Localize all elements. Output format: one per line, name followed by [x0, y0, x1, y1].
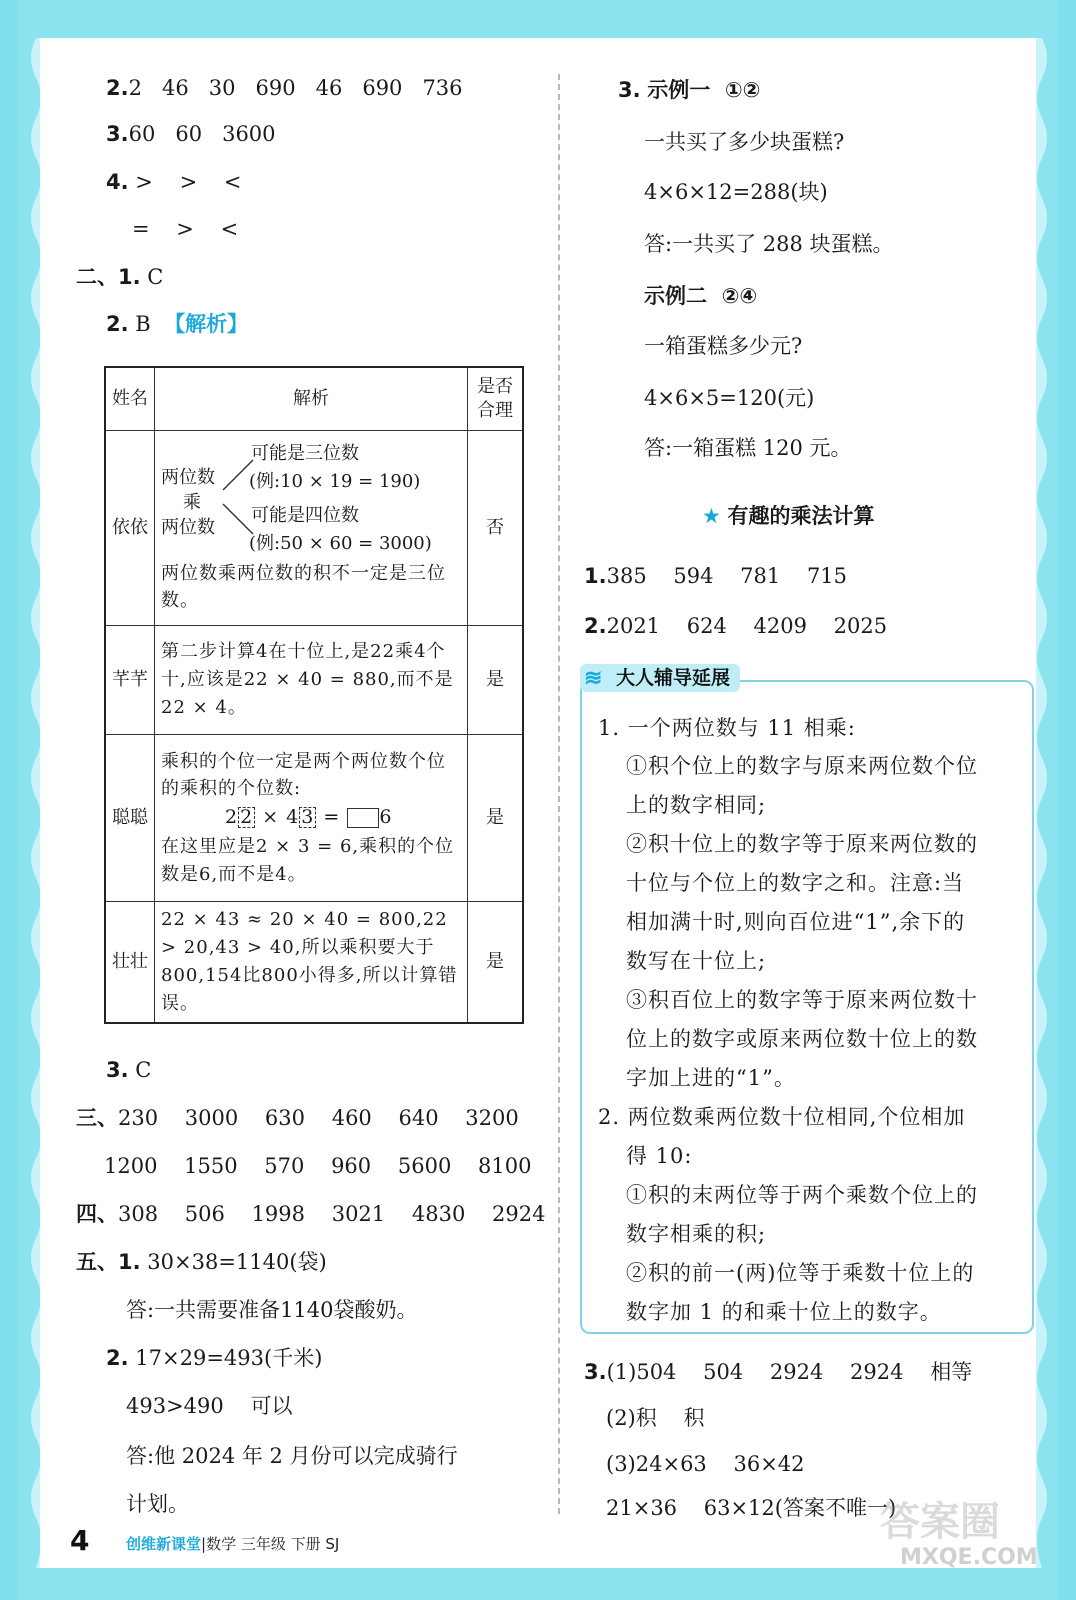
star-icon: ★ — [702, 504, 721, 528]
reasonable-value: 是 — [468, 902, 524, 1024]
callout-line: 相加满十时,则向百位进“1”,余下的 — [626, 910, 966, 934]
analysis-table — [104, 366, 524, 1024]
section-heading: ★ 有趣的乘法计算 — [702, 504, 875, 528]
callout-line: 1. 一个两位数与 11 相乘: — [598, 716, 856, 740]
answer-line: 3.(1)504 504 2924 2924 相等 — [584, 1360, 973, 1384]
table-header-row — [105, 367, 523, 431]
watermark-url: MXQE.COM — [900, 1545, 1038, 1570]
answer-line: = > < — [132, 217, 239, 241]
answer-line: 一箱蛋糕多少元? — [644, 334, 803, 358]
callout-line: 数字加 1 的和乘十位上的数字。 — [626, 1300, 942, 1324]
branch-example: (例:50 × 60 = 3000) — [249, 533, 432, 554]
analysis-text: 第二步计算4在十位上,是22乘4个十,应该是22 × 40 = 880,而不是22 × 4。 — [155, 626, 468, 735]
answer-line: 答:一共需要准备1140袋酸奶。 — [126, 1298, 418, 1322]
wave-icon: ≋ — [584, 665, 603, 691]
answer-line: 答:一箱蛋糕 120 元。 — [644, 436, 852, 460]
callout-line: 上的数字相同; — [626, 793, 767, 817]
callout-line: 数写在十位上; — [626, 949, 767, 973]
reasonable-value: 否 — [468, 431, 524, 626]
callout-line: 位上的数字或原来两位数十位上的数 — [626, 1027, 978, 1051]
analysis-cell — [155, 735, 468, 902]
callout-title: 大人辅导延展 — [580, 664, 740, 692]
answer-line: 3. 示例一 ①② — [618, 78, 761, 102]
answer-line: 答:他 2024 年 2 月份可以完成骑行 — [126, 1444, 458, 1468]
answer-line: 2.2 46 30 690 46 690 736 — [106, 76, 463, 100]
analysis-text: 在这里应是2 × 3 = 6,乘积的个位数是6,而不是4。 — [161, 835, 455, 885]
student-name: 壮壮 — [105, 902, 155, 1024]
student-name: 芊芊 — [105, 626, 155, 735]
callout-line: 2. 两位数乘两位数十位相同,个位相加 — [598, 1105, 966, 1129]
reasonable-value: 是 — [468, 735, 524, 902]
blank-box — [347, 808, 379, 828]
answer-line: 四、308 506 1998 3021 4830 2924 — [76, 1202, 546, 1226]
multiplication-expression: 2 2 × 4 3 = 6 — [225, 806, 393, 829]
header-analysis: 解析 — [155, 367, 468, 431]
answer-line: 493>490 可以 — [126, 1394, 293, 1418]
answer-line: 五、1. 30×38=1140(袋) — [76, 1250, 327, 1274]
table-row — [105, 902, 523, 1024]
branch-example: (例:10 × 19 = 190) — [249, 471, 421, 492]
answer-line: 21×36 63×12(答案不唯一) — [606, 1496, 897, 1520]
analysis-text: 两位数乘两位数的积不一定是三位数。 — [161, 563, 446, 611]
table-row — [105, 735, 523, 902]
answer-line: 示例二 ②④ — [644, 284, 758, 308]
answer-line: 4. > > < — [106, 170, 242, 194]
callout-line: 字加上进的“1”。 — [626, 1066, 796, 1090]
callout-line: ②积十位上的数字等于原来两位数的 — [626, 832, 978, 856]
answer-line: 计划。 — [126, 1492, 189, 1516]
answer-line: 三、230 3000 630 460 640 3200 — [76, 1106, 519, 1130]
answer-line: 4×6×12=288(块) — [644, 180, 828, 204]
analysis-cell — [155, 431, 468, 626]
table-row — [105, 626, 523, 735]
student-name: 依依 — [105, 431, 155, 626]
answer-line: 2. B 【解析】 — [106, 312, 249, 336]
callout-line: 十位与个位上的数字之和。注意:当 — [626, 871, 965, 895]
page-number: 4 — [70, 1524, 90, 1557]
analysis-text: 乘积的个位一定是两个两位数个位的乘积的个位数: — [161, 750, 446, 800]
callout-line: ②积的前一(两)位等于乘数十位上的 — [626, 1261, 975, 1285]
answer-line: 2.2021 624 4209 2025 — [584, 614, 888, 638]
column-divider — [558, 74, 560, 1514]
answer-line: 一共买了多少块蛋糕? — [644, 130, 845, 154]
answer-line: 3.60 60 3600 — [106, 122, 276, 146]
header-reasonable: 是否 合理 — [468, 367, 524, 431]
two-digit-label: 两位数 — [161, 517, 215, 538]
two-digit-label: 两位数 — [161, 467, 215, 488]
callout-line: ①积个位上的数字与原来两位数个位 — [626, 754, 978, 778]
watermark-logo: 答案圈 — [880, 1499, 1000, 1545]
table-row — [105, 431, 523, 626]
analysis-text: 22 × 43 ≈ 20 × 40 = 800,22 > 20,43 > 40,所以乘积要大于800,154比800小得多,所以计算错误。 — [155, 902, 468, 1024]
answer-line: 4×6×5=120(元) — [644, 386, 815, 410]
answer-line: 1.385 594 781 715 — [584, 564, 848, 588]
student-name: 聪聪 — [105, 735, 155, 902]
answer-line: 1200 1550 570 960 5600 8100 — [104, 1154, 532, 1178]
callout-line: 数字相乘的积; — [626, 1222, 767, 1246]
reasonable-value: 是 — [468, 626, 524, 735]
answer-line: 答:一共买了 288 块蛋糕。 — [644, 232, 894, 256]
branch-text: 可能是四位数 — [251, 505, 359, 526]
answer-line: 3. C — [106, 1058, 152, 1082]
footer-info: 创维新课堂|数学 三年级 下册 SJ — [126, 1535, 340, 1553]
multiply-label: 乘 — [183, 492, 201, 513]
answer-line: (3)24×63 36×42 — [606, 1452, 805, 1476]
callout-line: ③积百位上的数字等于原来两位数十 — [626, 988, 978, 1012]
answer-line: 二、1. C — [76, 265, 164, 289]
header-name: 姓名 — [105, 367, 155, 431]
callout-line: 得 10: — [626, 1144, 693, 1168]
answer-line: (2)积 积 — [606, 1406, 705, 1430]
callout-line: ①积的末两位等于两个乘数个位上的 — [626, 1183, 978, 1207]
branch-text: 可能是三位数 — [251, 443, 359, 464]
answer-line: 2. 17×29=493(千米) — [106, 1346, 323, 1370]
analysis-tag: 【解析】 — [164, 312, 249, 336]
